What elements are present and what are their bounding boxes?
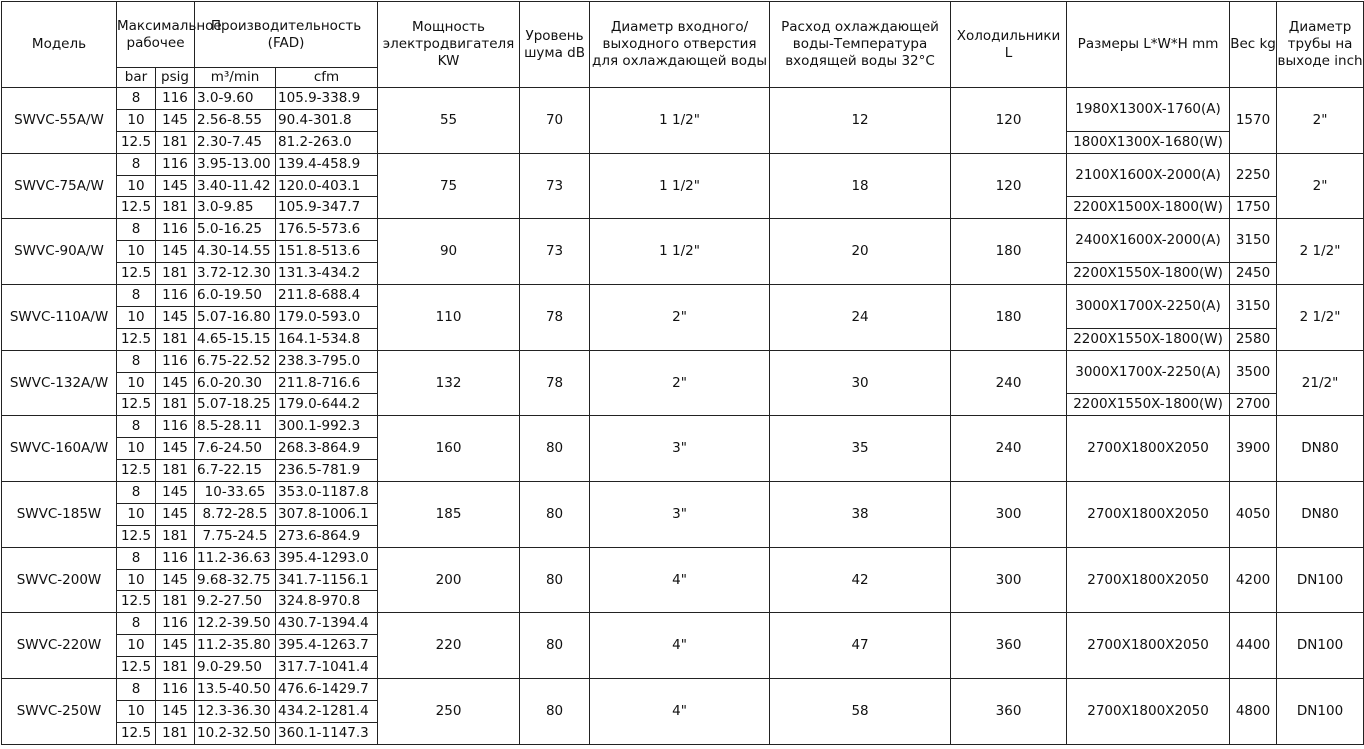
- bar-cell: 10: [117, 438, 156, 460]
- outlet-cell: DN80: [1277, 482, 1364, 548]
- outlet-cell: 2": [1277, 153, 1364, 219]
- cfm-cell: 268.3-864.9: [276, 438, 378, 460]
- motor-cell: 160: [378, 416, 520, 482]
- m3min-cell: 8.5-28.11: [195, 416, 276, 438]
- m3min-cell: 3.0-9.85: [195, 197, 276, 219]
- m3min-cell: 6.0-20.30: [195, 372, 276, 394]
- bar-cell: 8: [117, 285, 156, 307]
- motor-cell: 200: [378, 547, 520, 613]
- noise-cell: 80: [520, 547, 590, 613]
- psig-cell: 181: [156, 263, 195, 285]
- cfm-cell: 179.0-644.2: [276, 394, 378, 416]
- m3min-cell: 12.2-39.50: [195, 613, 276, 635]
- bar-cell: 12.5: [117, 657, 156, 679]
- psig-cell: 116: [156, 88, 195, 110]
- bar-cell: 8: [117, 88, 156, 110]
- cfm-cell: 81.2-263.0: [276, 131, 378, 153]
- m3min-cell: 6.75-22.52: [195, 350, 276, 372]
- bar-cell: 12.5: [117, 263, 156, 285]
- model-cell: SWVC-160A/W: [2, 416, 117, 482]
- psig-cell: 145: [156, 700, 195, 722]
- water-flow-cell: 20: [770, 219, 951, 285]
- dims-a-cell: 2400X1600X-2000(A): [1067, 219, 1230, 263]
- cfm-cell: 105.9-338.9: [276, 88, 378, 110]
- cfm-cell: 105.9-347.7: [276, 197, 378, 219]
- psig-cell: 116: [156, 416, 195, 438]
- m3min-cell: 11.2-36.63: [195, 547, 276, 569]
- dims-w-cell: 1800X1300X-1680(W): [1067, 131, 1230, 153]
- m3min-cell: 10.2-32.50: [195, 722, 276, 744]
- psig-cell: 181: [156, 197, 195, 219]
- psig-cell: 116: [156, 285, 195, 307]
- dims-w-cell: 2200X1550X-1800(W): [1067, 394, 1230, 416]
- cfm-cell: 211.8-716.6: [276, 372, 378, 394]
- motor-cell: 250: [378, 679, 520, 745]
- model-cell: SWVC-75A/W: [2, 153, 117, 219]
- weight-w-cell: 1750: [1230, 197, 1277, 219]
- bar-cell: 8: [117, 153, 156, 175]
- bar-cell: 10: [117, 700, 156, 722]
- m3min-cell: 13.5-40.50: [195, 679, 276, 701]
- cfm-cell: 176.5-573.6: [276, 219, 378, 241]
- outlet-cell: 2 1/2": [1277, 285, 1364, 351]
- bar-cell: 12.5: [117, 394, 156, 416]
- bar-cell: 10: [117, 569, 156, 591]
- cfm-cell: 273.6-864.9: [276, 525, 378, 547]
- cfm-cell: 341.7-1156.1: [276, 569, 378, 591]
- m3min-cell: 9.0-29.50: [195, 657, 276, 679]
- cfm-cell: 434.2-1281.4: [276, 700, 378, 722]
- m3min-cell: 3.95-13.00: [195, 153, 276, 175]
- dims-a-cell: 3000X1700X-2250(A): [1067, 285, 1230, 329]
- m3min-cell: 12.3-36.30: [195, 700, 276, 722]
- psig-cell: 145: [156, 569, 195, 591]
- water-diameter-cell: 2": [590, 285, 770, 351]
- dims-cell: 2700X1800X2050: [1067, 482, 1230, 548]
- psig-cell: 116: [156, 350, 195, 372]
- bar-cell: 12.5: [117, 722, 156, 744]
- cfm-cell: 476.6-1429.7: [276, 679, 378, 701]
- water-diameter-cell: 3": [590, 482, 770, 548]
- bar-cell: 8: [117, 350, 156, 372]
- table-row: [2, 613, 1364, 635]
- dims-a-cell: 3000X1700X-2250(A): [1067, 350, 1230, 394]
- noise-cell: 80: [520, 679, 590, 745]
- cooler-cell: 240: [951, 416, 1067, 482]
- cooler-cell: 240: [951, 350, 1067, 416]
- model-cell: SWVC-90A/W: [2, 219, 117, 285]
- table-row: [2, 679, 1364, 701]
- water-diameter-cell: 4": [590, 679, 770, 745]
- model-cell: SWVC-185W: [2, 482, 117, 548]
- model-cell: SWVC-200W: [2, 547, 117, 613]
- table-row: [2, 153, 1364, 175]
- cooler-cell: 300: [951, 482, 1067, 548]
- header-water-flow: Расход охлаждающей воды-Температура входящей воды 32°C: [770, 2, 951, 88]
- model-cell: SWVC-250W: [2, 679, 117, 745]
- m3min-cell: 5.07-16.80: [195, 306, 276, 328]
- bar-cell: 12.5: [117, 460, 156, 482]
- m3min-cell: 5.07-18.25: [195, 394, 276, 416]
- psig-cell: 145: [156, 109, 195, 131]
- cfm-cell: 353.0-1187.8: [276, 482, 378, 504]
- cfm-cell: 90.4-301.8: [276, 109, 378, 131]
- m3min-cell: 10-33.65: [195, 482, 276, 504]
- water-diameter-cell: 4": [590, 613, 770, 679]
- spec-table: [1, 1, 1364, 745]
- water-diameter-cell: 4": [590, 547, 770, 613]
- psig-cell: 145: [156, 175, 195, 197]
- water-flow-cell: 12: [770, 88, 951, 154]
- header-cfm: cfm: [276, 68, 378, 88]
- outlet-cell: DN100: [1277, 547, 1364, 613]
- motor-cell: 90: [378, 219, 520, 285]
- header-cooler: Холодильники L: [951, 2, 1067, 88]
- bar-cell: 12.5: [117, 591, 156, 613]
- cfm-cell: 324.8-970.8: [276, 591, 378, 613]
- noise-cell: 78: [520, 350, 590, 416]
- bar-cell: 10: [117, 175, 156, 197]
- dims-cell: 2700X1800X2050: [1067, 547, 1230, 613]
- m3min-cell: 3.72-12.30: [195, 263, 276, 285]
- dims-w-cell: 2200X1550X-1800(W): [1067, 328, 1230, 350]
- noise-cell: 70: [520, 88, 590, 154]
- header-outlet: Диаметр трубы на выходе inch: [1277, 2, 1364, 88]
- psig-cell: 181: [156, 722, 195, 744]
- water-flow-cell: 58: [770, 679, 951, 745]
- bar-cell: 10: [117, 306, 156, 328]
- psig-cell: 181: [156, 525, 195, 547]
- psig-cell: 145: [156, 503, 195, 525]
- psig-cell: 145: [156, 306, 195, 328]
- header-model: Модель: [2, 2, 117, 88]
- m3min-cell: 4.65-15.15: [195, 328, 276, 350]
- bar-cell: 8: [117, 416, 156, 438]
- cfm-cell: 179.0-593.0: [276, 306, 378, 328]
- dims-a-cell: 2100X1600X-2000(A): [1067, 153, 1230, 197]
- bar-cell: 12.5: [117, 197, 156, 219]
- cooler-cell: 180: [951, 219, 1067, 285]
- psig-cell: 181: [156, 394, 195, 416]
- header-max-pressure: Максимальное рабочее: [117, 2, 195, 68]
- table-row: [2, 88, 1364, 110]
- water-diameter-cell: 2": [590, 350, 770, 416]
- water-flow-cell: 18: [770, 153, 951, 219]
- outlet-cell: 2": [1277, 88, 1364, 154]
- cooler-cell: 180: [951, 285, 1067, 351]
- cfm-cell: 317.7-1041.4: [276, 657, 378, 679]
- water-flow-cell: 30: [770, 350, 951, 416]
- m3min-cell: 2.30-7.45: [195, 131, 276, 153]
- psig-cell: 181: [156, 657, 195, 679]
- outlet-cell: DN100: [1277, 613, 1364, 679]
- header-psig: psig: [156, 68, 195, 88]
- cfm-cell: 164.1-534.8: [276, 328, 378, 350]
- header-weight: Вес kg: [1230, 2, 1277, 88]
- table-row: [2, 416, 1364, 438]
- psig-cell: 145: [156, 635, 195, 657]
- psig-cell: 116: [156, 547, 195, 569]
- header-bar: bar: [117, 68, 156, 88]
- dims-w-cell: 2200X1550X-1800(W): [1067, 263, 1230, 285]
- header-water-diameter: Диаметр входного/выходного отверстия для охлаждающей воды: [590, 2, 770, 88]
- header-m3min: m³/min: [195, 68, 276, 88]
- psig-cell: 116: [156, 219, 195, 241]
- psig-cell: 145: [156, 372, 195, 394]
- dims-cell: 2700X1800X2050: [1067, 613, 1230, 679]
- outlet-cell: DN100: [1277, 679, 1364, 745]
- bar-cell: 8: [117, 613, 156, 635]
- psig-cell: 116: [156, 613, 195, 635]
- bar-cell: 10: [117, 372, 156, 394]
- header-motor: Мощность электродвигателя KW: [378, 2, 520, 88]
- cfm-cell: 236.5-781.9: [276, 460, 378, 482]
- model-cell: SWVC-132A/W: [2, 350, 117, 416]
- outlet-cell: 21/2": [1277, 350, 1364, 416]
- weight-cell: 4400: [1230, 613, 1277, 679]
- table-row: [2, 547, 1364, 569]
- cfm-cell: 151.8-513.6: [276, 241, 378, 263]
- noise-cell: 80: [520, 482, 590, 548]
- bar-cell: 12.5: [117, 131, 156, 153]
- bar-cell: 12.5: [117, 328, 156, 350]
- table-body: [2, 88, 1364, 745]
- psig-cell: 181: [156, 460, 195, 482]
- model-cell: SWVC-110A/W: [2, 285, 117, 351]
- cooler-cell: 120: [951, 88, 1067, 154]
- weight-w-cell: 2700: [1230, 394, 1277, 416]
- weight-a-cell: 2250: [1230, 153, 1277, 197]
- motor-cell: 132: [378, 350, 520, 416]
- m3min-cell: 3.0-9.60: [195, 88, 276, 110]
- cooler-cell: 360: [951, 679, 1067, 745]
- m3min-cell: 9.68-32.75: [195, 569, 276, 591]
- cfm-cell: 238.3-795.0: [276, 350, 378, 372]
- weight-cell: 1570: [1230, 88, 1277, 154]
- psig-cell: 145: [156, 482, 195, 504]
- cfm-cell: 360.1-1147.3: [276, 722, 378, 744]
- table-row: [2, 219, 1364, 241]
- outlet-cell: 2 1/2": [1277, 219, 1364, 285]
- dims-cell: 2700X1800X2050: [1067, 416, 1230, 482]
- motor-cell: 220: [378, 613, 520, 679]
- bar-cell: 8: [117, 547, 156, 569]
- table-row: [2, 285, 1364, 307]
- cfm-cell: 139.4-458.9: [276, 153, 378, 175]
- header-noise: Уровень шума dB: [520, 2, 590, 88]
- water-flow-cell: 24: [770, 285, 951, 351]
- outlet-cell: DN80: [1277, 416, 1364, 482]
- water-diameter-cell: 1 1/2": [590, 153, 770, 219]
- model-cell: SWVC-220W: [2, 613, 117, 679]
- noise-cell: 73: [520, 153, 590, 219]
- weight-cell: 3900: [1230, 416, 1277, 482]
- noise-cell: 73: [520, 219, 590, 285]
- m3min-cell: 6.0-19.50: [195, 285, 276, 307]
- m3min-cell: 7.75-24.5: [195, 525, 276, 547]
- dims-a-cell: 1980X1300X-1760(A): [1067, 88, 1230, 132]
- cfm-cell: 395.4-1263.7: [276, 635, 378, 657]
- m3min-cell: 11.2-35.80: [195, 635, 276, 657]
- noise-cell: 80: [520, 613, 590, 679]
- psig-cell: 181: [156, 591, 195, 613]
- weight-cell: 4200: [1230, 547, 1277, 613]
- weight-a-cell: 3150: [1230, 219, 1277, 263]
- bar-cell: 10: [117, 109, 156, 131]
- cfm-cell: 300.1-992.3: [276, 416, 378, 438]
- psig-cell: 145: [156, 438, 195, 460]
- motor-cell: 185: [378, 482, 520, 548]
- motor-cell: 75: [378, 153, 520, 219]
- weight-cell: 4800: [1230, 679, 1277, 745]
- bar-cell: 10: [117, 635, 156, 657]
- water-diameter-cell: 1 1/2": [590, 88, 770, 154]
- bar-cell: 8: [117, 482, 156, 504]
- psig-cell: 181: [156, 131, 195, 153]
- weight-w-cell: 2450: [1230, 263, 1277, 285]
- cooler-cell: 300: [951, 547, 1067, 613]
- water-flow-cell: 35: [770, 416, 951, 482]
- header-dims: Размеры L*W*H mm: [1067, 2, 1230, 88]
- noise-cell: 78: [520, 285, 590, 351]
- water-diameter-cell: 1 1/2": [590, 219, 770, 285]
- water-flow-cell: 47: [770, 613, 951, 679]
- psig-cell: 145: [156, 241, 195, 263]
- table-row: [2, 350, 1364, 372]
- motor-cell: 55: [378, 88, 520, 154]
- bar-cell: 8: [117, 219, 156, 241]
- bar-cell: 10: [117, 503, 156, 525]
- cooler-cell: 120: [951, 153, 1067, 219]
- m3min-cell: 4.30-14.55: [195, 241, 276, 263]
- psig-cell: 116: [156, 153, 195, 175]
- header-fad: Производительность (FAD): [195, 2, 378, 68]
- m3min-cell: 7.6-24.50: [195, 438, 276, 460]
- m3min-cell: 3.40-11.42: [195, 175, 276, 197]
- dims-cell: 2700X1800X2050: [1067, 679, 1230, 745]
- water-flow-cell: 42: [770, 547, 951, 613]
- cooler-cell: 360: [951, 613, 1067, 679]
- m3min-cell: 9.2-27.50: [195, 591, 276, 613]
- cfm-cell: 430.7-1394.4: [276, 613, 378, 635]
- m3min-cell: 2.56-8.55: [195, 109, 276, 131]
- cfm-cell: 211.8-688.4: [276, 285, 378, 307]
- model-cell: SWVC-55A/W: [2, 88, 117, 154]
- m3min-cell: 5.0-16.25: [195, 219, 276, 241]
- cfm-cell: 307.8-1006.1: [276, 503, 378, 525]
- psig-cell: 116: [156, 679, 195, 701]
- weight-a-cell: 3150: [1230, 285, 1277, 329]
- cfm-cell: 131.3-434.2: [276, 263, 378, 285]
- water-flow-cell: 38: [770, 482, 951, 548]
- m3min-cell: 8.72-28.5: [195, 503, 276, 525]
- weight-a-cell: 3500: [1230, 350, 1277, 394]
- weight-cell: 4050: [1230, 482, 1277, 548]
- motor-cell: 110: [378, 285, 520, 351]
- bar-cell: 12.5: [117, 525, 156, 547]
- bar-cell: 10: [117, 241, 156, 263]
- bar-cell: 8: [117, 679, 156, 701]
- water-diameter-cell: 3": [590, 416, 770, 482]
- cfm-cell: 395.4-1293.0: [276, 547, 378, 569]
- psig-cell: 181: [156, 328, 195, 350]
- dims-w-cell: 2200X1500X-1800(W): [1067, 197, 1230, 219]
- weight-w-cell: 2580: [1230, 328, 1277, 350]
- m3min-cell: 6.7-22.15: [195, 460, 276, 482]
- cfm-cell: 120.0-403.1: [276, 175, 378, 197]
- noise-cell: 80: [520, 416, 590, 482]
- table-row: [2, 482, 1364, 504]
